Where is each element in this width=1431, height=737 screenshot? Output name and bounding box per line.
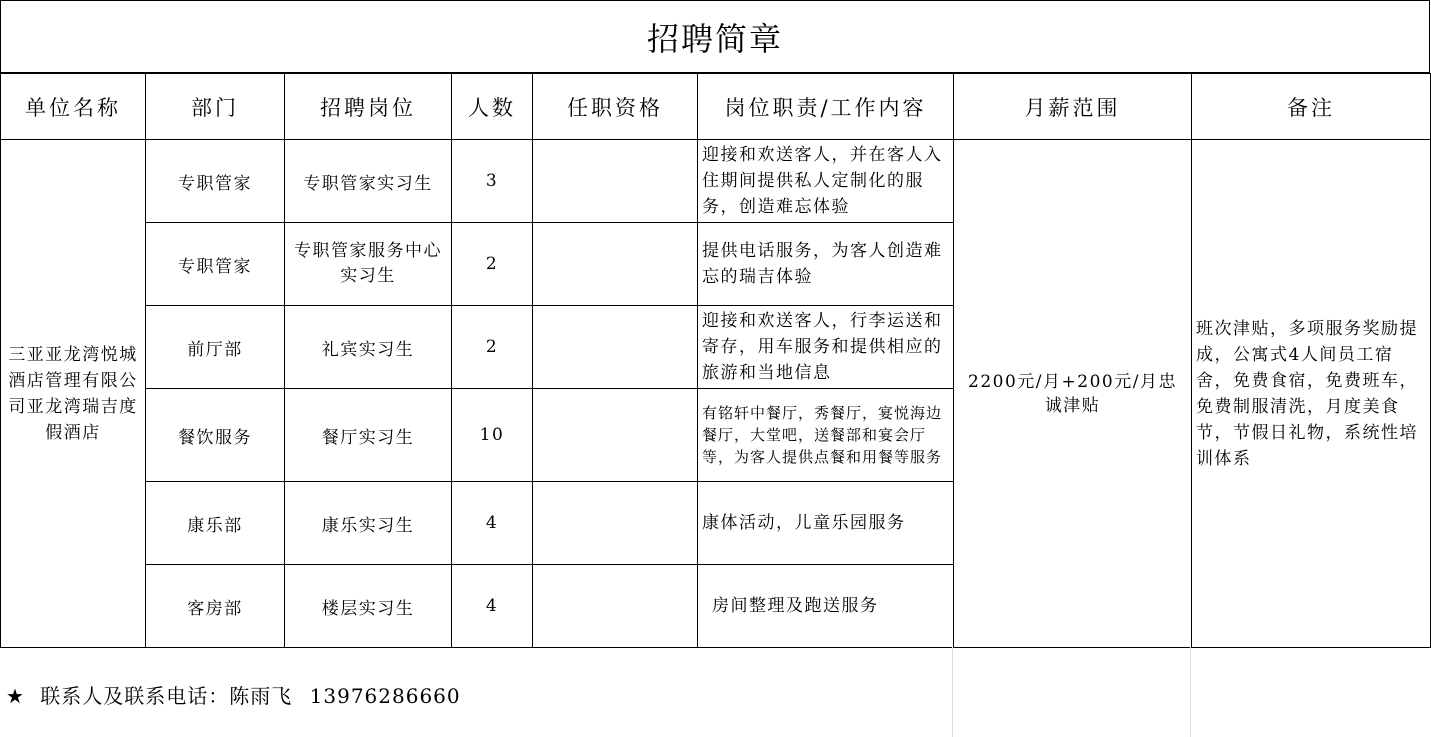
dept-cell: 前厅部: [146, 306, 285, 389]
count-cell: 2: [452, 306, 533, 389]
header-row: [1, 74, 1431, 140]
position-cell: 专职管家实习生: [285, 140, 452, 223]
qualification-cell: [533, 140, 698, 223]
contact-footer: [6, 680, 461, 709]
position-cell: 楼层实习生: [285, 565, 452, 648]
position-cell: 餐厅实习生: [285, 389, 452, 482]
recruitment-table: [0, 73, 1431, 648]
page-title: 招聘简章: [0, 0, 1430, 73]
header-count: 人数: [452, 74, 533, 140]
contact-phone: 13976286660: [309, 684, 461, 708]
count-cell: 4: [452, 565, 533, 648]
contact-label: 联系人及联系电话：陈雨飞: [40, 684, 293, 708]
header-unit: 单位名称: [1, 74, 146, 140]
qualification-cell: [533, 223, 698, 306]
count-cell: 10: [452, 389, 533, 482]
header-duty: 岗位职责/工作内容: [698, 74, 954, 140]
header-salary: 月薪范围: [954, 74, 1192, 140]
dept-cell: 客房部: [146, 565, 285, 648]
remark-cell: 班次津贴，多项服务奖励提成，公寓式4人间员工宿舍，免费食宿，免费班车，免费制服清洗，月度美食节，节假日礼物，系统性培训体系: [1192, 140, 1431, 648]
duty-cell: 有铭轩中餐厅，秀餐厅，宴悦海边餐厅，大堂吧，送餐部和宴会厅等，为客人提供点餐和用餐等服务: [698, 389, 954, 482]
gridline: [1190, 647, 1191, 737]
star-icon: ★: [6, 684, 25, 708]
count-cell: 4: [452, 482, 533, 565]
dept-cell: 专职管家: [146, 223, 285, 306]
dept-cell: 专职管家: [146, 140, 285, 223]
unit-name-cell: 三亚亚龙湾悦城酒店管理有限公司亚龙湾瑞吉度假酒店: [1, 140, 146, 648]
duty-cell: 迎接和欢送客人，并在客人入住期间提供私人定制化的服务，创造难忘体验: [698, 140, 954, 223]
duty-cell: 迎接和欢送客人，行李运送和寄存，用车服务和提供相应的旅游和当地信息: [698, 306, 954, 389]
dept-cell: 餐饮服务: [146, 389, 285, 482]
qualification-cell: [533, 306, 698, 389]
count-cell: 3: [452, 140, 533, 223]
header-qualification: 任职资格: [533, 74, 698, 140]
dept-cell: 康乐部: [146, 482, 285, 565]
gridline: [952, 647, 953, 737]
qualification-cell: [533, 389, 698, 482]
duty-cell: 提供电话服务，为客人创造难忘的瑞吉体验: [698, 223, 954, 306]
salary-cell: 2200元/月+200元/月忠诚津贴: [954, 140, 1192, 648]
duty-cell: 房间整理及跑送服务: [698, 565, 954, 648]
header-remark: 备注: [1192, 74, 1431, 140]
count-cell: 2: [452, 223, 533, 306]
header-dept: 部门: [146, 74, 285, 140]
duty-cell: 康体活动，儿童乐园服务: [698, 482, 954, 565]
qualification-cell: [533, 482, 698, 565]
position-cell: 康乐实习生: [285, 482, 452, 565]
position-cell: 礼宾实习生: [285, 306, 452, 389]
header-position: 招聘岗位: [285, 74, 452, 140]
table-row: [1, 140, 1431, 223]
position-cell: 专职管家服务中心实习生: [285, 223, 452, 306]
qualification-cell: [533, 565, 698, 648]
